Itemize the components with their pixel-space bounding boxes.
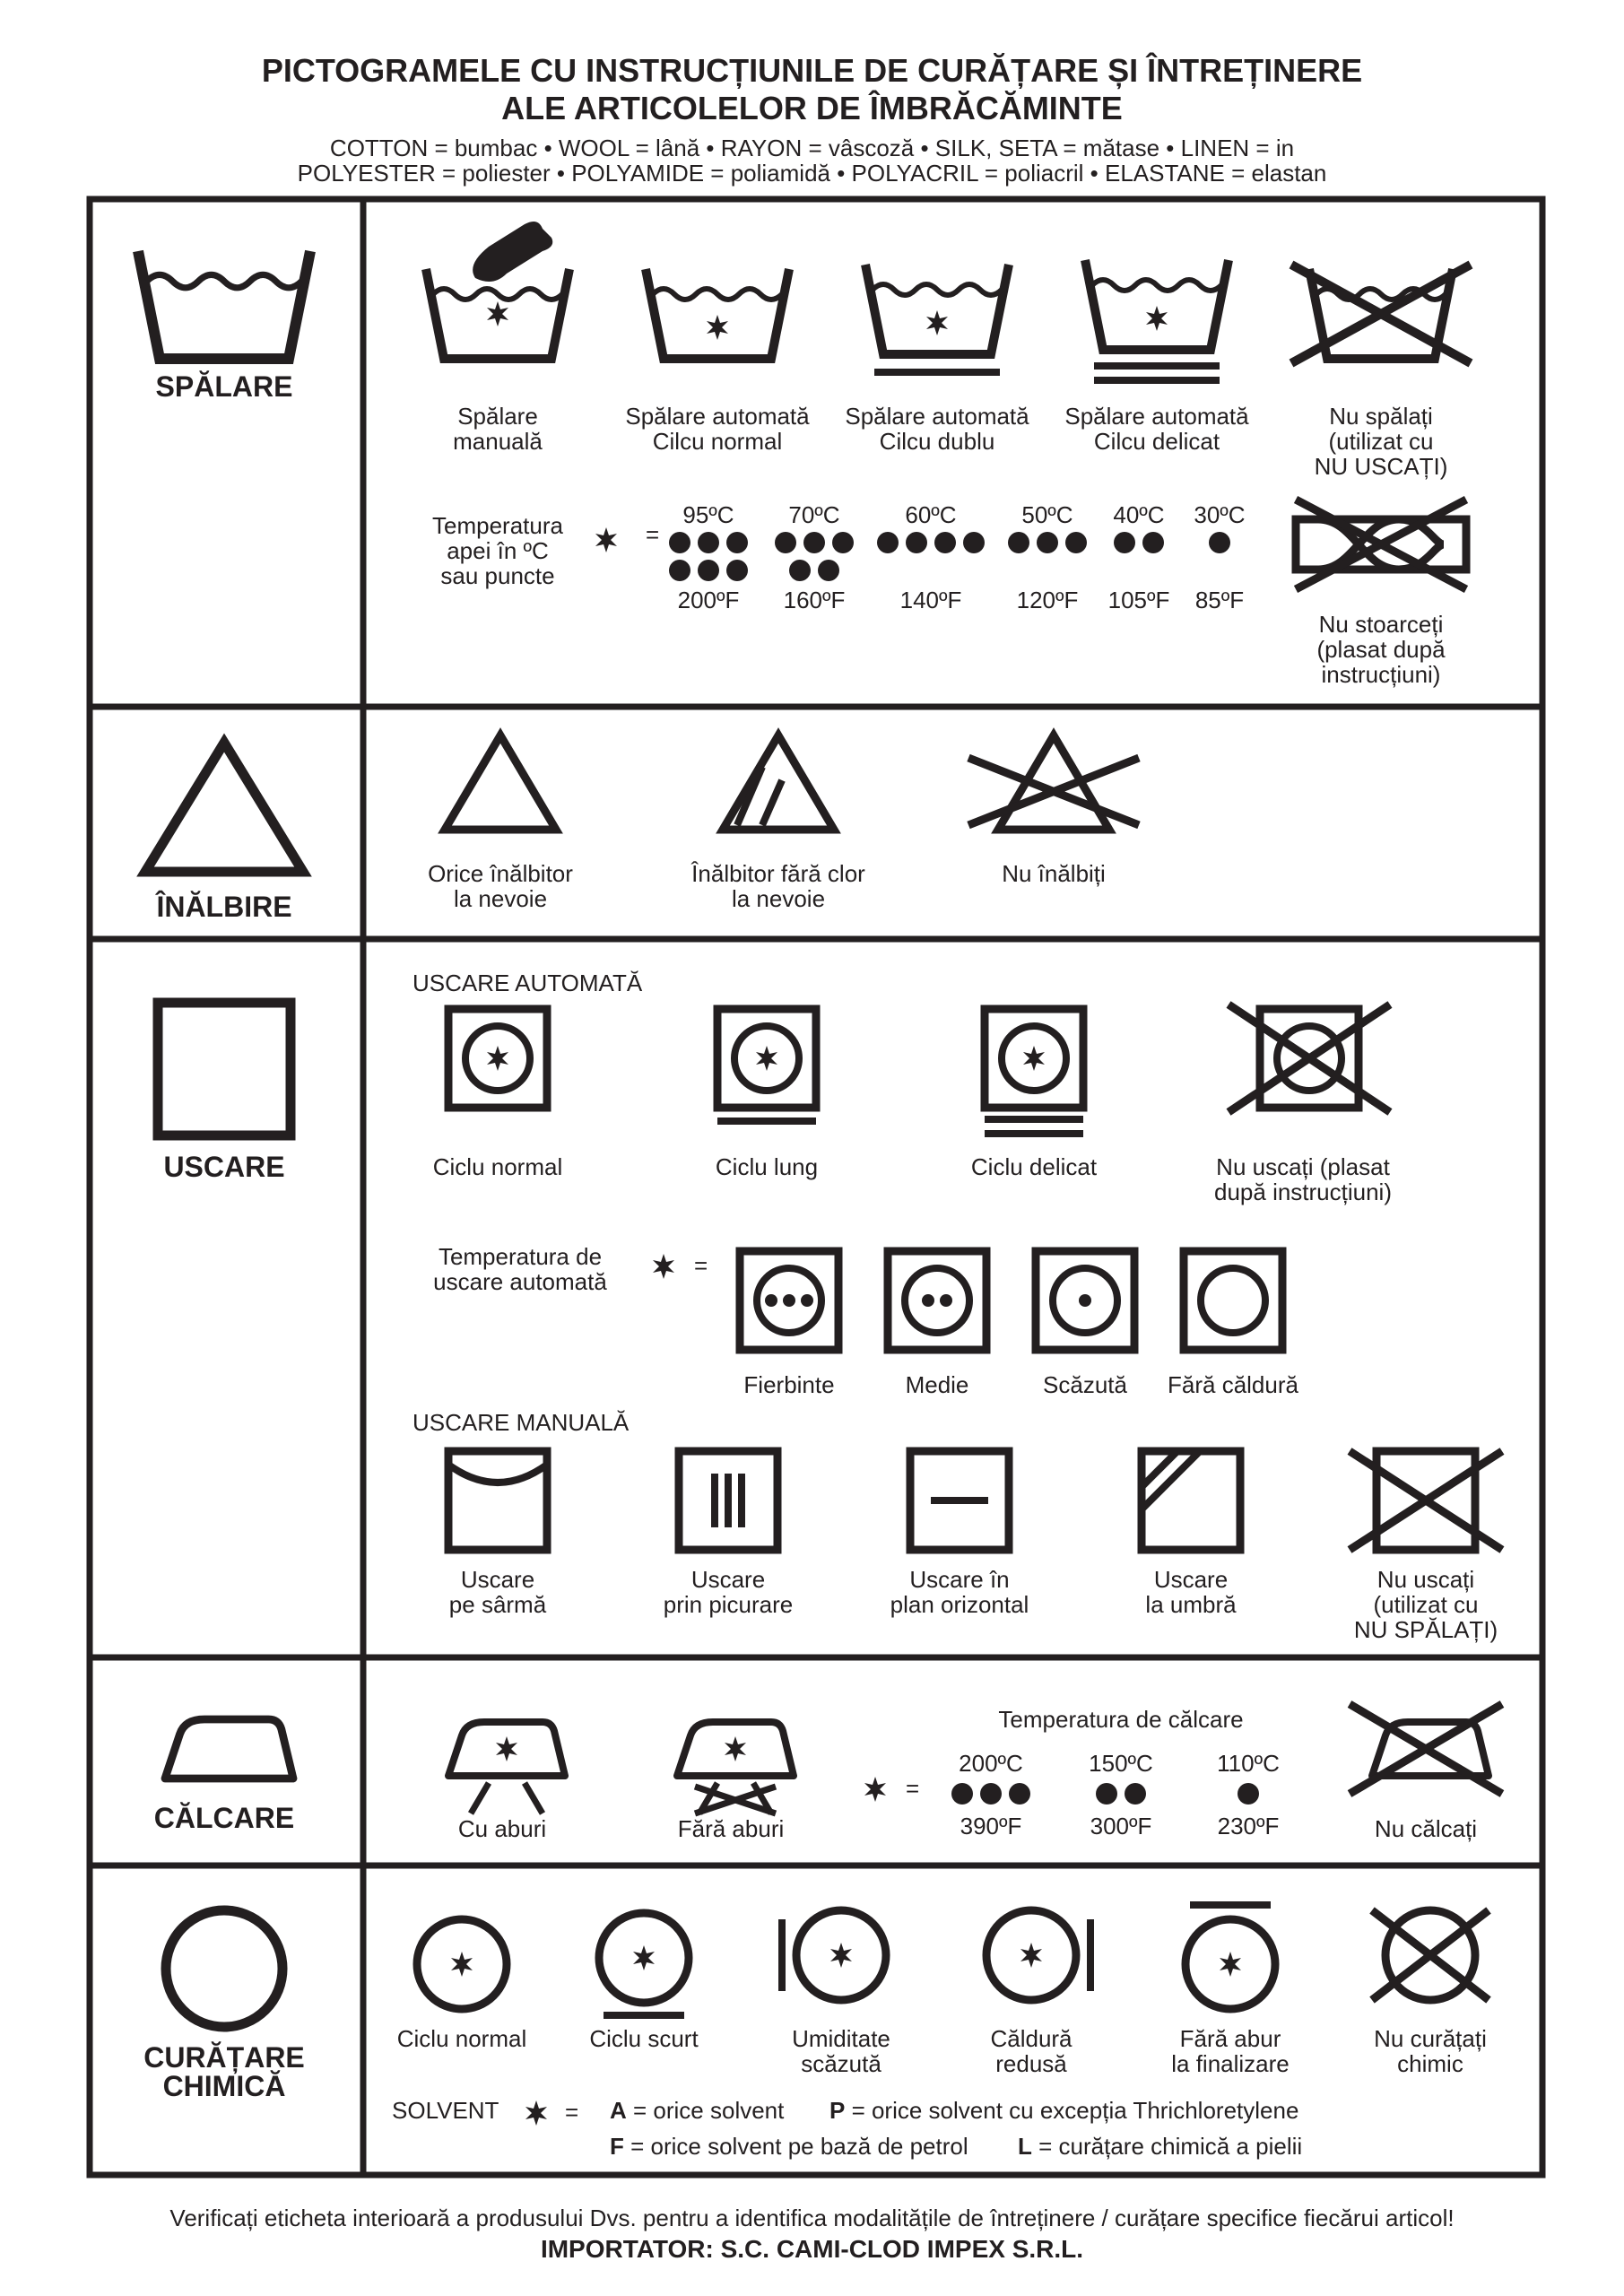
do-not-dry-clean-icon <box>1372 1910 1489 2000</box>
temperature-dot <box>801 1294 813 1307</box>
temp-star-icon <box>864 1777 886 1802</box>
drum-circle <box>905 1268 969 1333</box>
wash-label: Cilcu dublu <box>879 428 995 455</box>
tumble-dry-long-icon <box>717 1009 816 1121</box>
bleach-label: la nevoie <box>453 885 548 912</box>
page-title-line2: ALE ARTICOLELOR DE ÎMBRĂCĂMINTE <box>501 90 1123 126</box>
dry-temp-label: Fierbinte <box>743 1371 835 1398</box>
temperature-dot <box>1009 1783 1030 1805</box>
temperature-dot <box>1209 532 1230 553</box>
hand-wash-icon <box>426 222 569 359</box>
temperature-dot <box>775 532 796 553</box>
solvent-code: P <box>829 2097 846 2124</box>
tumble-dry-delicate-icon <box>985 1009 1083 1134</box>
temperature-dot <box>698 532 719 553</box>
iron-main-icon <box>165 1719 293 1779</box>
wash-temp-item <box>775 501 854 613</box>
do-not-wring-icon <box>1296 500 1466 589</box>
temperature-dot <box>934 532 956 553</box>
temperature-dot <box>783 1294 795 1307</box>
solvent-item <box>610 2133 968 2160</box>
manual-dry-label: plan orizontal <box>890 1591 1029 1618</box>
temperature-dot <box>726 560 748 581</box>
dry-clean-label: chimic <box>1397 2050 1463 2077</box>
temp-celsius: 150ºC <box>1089 1750 1153 1777</box>
section-name-spalare: SPĂLARE <box>155 370 293 403</box>
dry-main-icon <box>158 1003 291 1135</box>
dry-clean-label: la finalizare <box>1171 2050 1290 2077</box>
temp-fahrenheit: 85ºF <box>1194 587 1245 613</box>
solvent-label: SOLVENT <box>392 2097 499 2124</box>
temp-star-icon <box>595 527 617 552</box>
dry-clean-no-steam-icon <box>1185 1905 1275 2009</box>
temp-star-icon <box>653 1254 674 1279</box>
dry-clean-normal-icon <box>417 1919 507 2009</box>
line-dry-icon <box>448 1451 547 1550</box>
temperature-dot <box>765 1294 777 1307</box>
manual-dry-label: Nu uscați <box>1376 1566 1475 1593</box>
temp-celsius: 50ºC <box>1021 501 1073 528</box>
temperature-dot <box>1114 532 1135 553</box>
temperature-dot <box>1238 1783 1259 1805</box>
wash-temp-item <box>1008 501 1087 613</box>
dry-clean-label: redusă <box>995 2050 1067 2077</box>
section-name-chimica-l2: CHIMICĂ <box>162 2070 286 2102</box>
wash-temp-item <box>1108 501 1170 613</box>
manual-dry-label: NU SPĂLAȚI) <box>1353 1616 1498 1643</box>
dry-clean-main-icon <box>166 1910 282 2027</box>
wash-label: (utilizat cu <box>1328 428 1434 455</box>
section-name-inalbire: ÎNĂLBIRE <box>156 891 292 923</box>
iron-temp-item <box>951 1750 1030 1839</box>
solvent-item <box>1018 2133 1302 2160</box>
equals-sign: = <box>565 2099 579 2126</box>
non-chlorine-bleach-icon <box>723 735 834 830</box>
temp-fahrenheit: 300ºF <box>1090 1813 1152 1839</box>
wash-label: Cilcu normal <box>652 428 783 455</box>
temp-fahrenheit: 230ºF <box>1217 1813 1280 1839</box>
wring-label: instrucțiuni) <box>1321 661 1441 688</box>
auto-dry-title: USCARE AUTOMATĂ <box>413 970 643 996</box>
temperature-dot <box>789 560 811 581</box>
solvent-code: F <box>610 2133 624 2160</box>
temperature-dot <box>1008 532 1029 553</box>
wash-temp-label: apei în ºC <box>447 537 549 564</box>
section-inalbire <box>145 735 1139 923</box>
wash-label: manuală <box>453 428 543 455</box>
manual-dry-label: Uscare <box>460 1566 535 1593</box>
solvent-code: A <box>610 2097 627 2124</box>
temperature-dot <box>818 560 839 581</box>
temperature-dot <box>698 560 719 581</box>
temp-celsius: 70ºC <box>788 501 840 528</box>
temperature-dot <box>1096 1783 1117 1805</box>
dry-label: Ciclu lung <box>715 1153 819 1180</box>
equals-sign: = <box>906 1775 920 1802</box>
temp-celsius: 200ºC <box>959 1750 1023 1777</box>
dry-temp-label: Scăzută <box>1043 1371 1127 1398</box>
machine-wash-double-icon <box>865 265 1009 372</box>
iron-label: Fără aburi <box>677 1815 785 1842</box>
equals-sign: = <box>646 521 660 548</box>
wash-temp-item <box>1194 501 1245 613</box>
wash-temp-label: sau puncte <box>440 562 555 589</box>
manual-dry-label: la umbră <box>1145 1591 1237 1618</box>
do-not-dry-icon <box>1350 1451 1502 1550</box>
bleach-label: Înălbitor fără clor <box>691 860 865 887</box>
section-chimica <box>143 1905 1489 2160</box>
bleach-label: Orice înălbitor <box>428 860 573 887</box>
manual-dry-label: (utilizat cu <box>1373 1591 1479 1618</box>
tumble-dry-normal-icon <box>448 1009 547 1108</box>
footer-importer: IMPORTATOR: S.C. CAMI-CLOD IMPEX S.R.L. <box>540 2235 1084 2263</box>
solvent-desc: = orice solvent pe bază de petrol <box>623 2133 968 2160</box>
wash-temp-label: Temperatura <box>432 512 563 539</box>
solvent-desc: = orice solvent <box>626 2097 785 2124</box>
manual-dry-title: USCARE MANUALĂ <box>413 1409 630 1436</box>
dry-clean-label: Ciclu scurt <box>589 2025 699 2052</box>
do-not-bleach-icon <box>968 735 1139 830</box>
temp-fahrenheit: 160ºF <box>783 587 846 613</box>
temp-celsius: 110ºC <box>1217 1750 1280 1777</box>
dry-clean-short-icon <box>599 1913 689 2015</box>
temp-fahrenheit: 120ºF <box>1016 587 1079 613</box>
wash-label: Spălare automată <box>845 403 1029 430</box>
temperature-dot <box>963 532 985 553</box>
dry-temp-item <box>740 1251 838 1398</box>
solvent-item <box>829 2097 1298 2124</box>
dry-in-shade-icon <box>1142 1451 1240 1550</box>
manual-dry-label: pe sârmă <box>448 1591 547 1618</box>
wash-temperature-scale <box>669 501 1246 613</box>
temp-celsius: 30ºC <box>1194 501 1246 528</box>
manual-dry-label: Uscare <box>690 1566 766 1593</box>
fabric-glossary-line1: COTTON = bumbac • WOOL = lână • RAYON = vâscoză • SILK, SETA = mătase • LINEN = in <box>329 135 1295 161</box>
dry-clean-reduced-heat-icon <box>986 1910 1090 2000</box>
dry-temp-label: Medie <box>905 1371 969 1398</box>
dry-clean-label: Ciclu normal <box>396 2025 527 2052</box>
wash-label: Cilcu delicat <box>1093 428 1220 455</box>
solvent-desc: = curățare chimică a pielii <box>1031 2133 1303 2160</box>
dry-clean-label: Nu curățați <box>1374 2025 1487 2052</box>
temp-fahrenheit: 200ºF <box>677 587 740 613</box>
page-title-line1: PICTOGRAMELE CU INSTRUCȚIUNILE DE CURĂȚARE ȘI ÎNTREȚINERE <box>261 52 1363 89</box>
section-spalare <box>138 222 1471 688</box>
do-not-iron-icon <box>1350 1704 1502 1794</box>
section-name-calcare: CĂLCARE <box>153 1802 295 1834</box>
temp-fahrenheit: 105ºF <box>1107 587 1170 613</box>
dry-temp-label: Temperatura de <box>438 1243 603 1270</box>
dry-label: Nu uscați (plasat <box>1216 1153 1390 1180</box>
temp-fahrenheit: 390ºF <box>960 1813 1022 1839</box>
temp-fahrenheit: 140ºF <box>899 587 962 613</box>
temperature-dot <box>669 532 690 553</box>
wash-label: Spălare automată <box>1064 403 1249 430</box>
machine-wash-normal-icon <box>646 269 789 359</box>
bleach-label: Nu înălbiți <box>1002 860 1106 887</box>
do-not-wash-icon <box>1291 265 1471 363</box>
wash-main-icon <box>138 251 310 359</box>
fabric-glossary-line2: POLYESTER = poliester • POLYAMIDE = poliamidă • POLYACRIL = poliacril • ELASTANE = elastan <box>297 160 1327 187</box>
section-uscare <box>158 970 1502 1643</box>
dry-label: Ciclu delicat <box>970 1153 1098 1180</box>
iron-label: Nu călcați <box>1374 1815 1478 1842</box>
dry-clean-label: Umiditate <box>792 2025 890 2052</box>
temperature-dot <box>1079 1294 1091 1307</box>
dry-temp-item <box>888 1251 986 1398</box>
temp-celsius: 95ºC <box>682 501 734 528</box>
wash-temp-item <box>877 501 985 613</box>
steam-iron-icon <box>448 1722 565 1813</box>
temperature-dot <box>906 532 927 553</box>
drip-dry-icon <box>679 1451 777 1550</box>
dry-clean-label: Fără abur <box>1179 2025 1281 2052</box>
section-calcare <box>154 1704 1502 1842</box>
wring-label: (plasat după <box>1316 636 1446 663</box>
manual-dry-label: Uscare <box>1153 1566 1229 1593</box>
wring-label: Nu stoarceți <box>1318 611 1444 638</box>
solvent-desc: = orice solvent cu excepția Thrichloretylene <box>845 2097 1299 2124</box>
temperature-dot <box>877 532 899 553</box>
wash-label: Spălare <box>457 403 538 430</box>
solvent-code: L <box>1018 2133 1032 2160</box>
section-name-chimica-l1: CURĂȚARE <box>143 2041 305 2074</box>
temperature-dot <box>1065 532 1087 553</box>
iron-temp-item <box>1217 1750 1280 1839</box>
iron-temperature-scale <box>951 1750 1280 1839</box>
no-steam-iron-icon <box>677 1722 794 1813</box>
temperature-dot <box>1037 532 1058 553</box>
temperature-dot <box>832 532 854 553</box>
dry-clean-low-moisture-icon <box>782 1910 886 2000</box>
iron-temp-title: Temperatura de călcare <box>998 1706 1244 1733</box>
dry-label: după instrucțiuni) <box>1214 1178 1392 1205</box>
temp-celsius: 40ºC <box>1113 501 1165 528</box>
iron-label: Cu aburi <box>457 1815 547 1842</box>
section-name-uscare: USCARE <box>163 1151 285 1183</box>
do-not-tumble-dry-icon <box>1229 1004 1390 1112</box>
temperature-dot <box>1125 1783 1146 1805</box>
dry-temperature-scale <box>740 1251 1299 1398</box>
dry-temp-item <box>1168 1251 1298 1398</box>
dry-label: Ciclu normal <box>432 1153 563 1180</box>
wash-label: Nu spălați <box>1329 403 1433 430</box>
drum-circle <box>1201 1268 1265 1333</box>
wash-label: NU USCAȚI) <box>1314 453 1448 480</box>
wash-label: Spălare automată <box>625 403 810 430</box>
temperature-dot <box>940 1294 952 1307</box>
dry-clean-label: Căldură <box>990 2025 1073 2052</box>
machine-wash-delicate-icon <box>1085 260 1229 380</box>
any-bleach-icon <box>445 735 556 830</box>
temperature-dot <box>980 1783 1002 1805</box>
bleach-label: la nevoie <box>731 885 826 912</box>
equals-sign: = <box>694 1252 708 1279</box>
footer-note: Verificați eticheta interioară a produsului Dvs. pentru a identifica modalitățile de întreținere / curățare specifice fiecărui articol! <box>169 2205 1455 2231</box>
temperature-dot <box>951 1783 973 1805</box>
manual-dry-label: Uscare în <box>909 1566 1010 1593</box>
wash-temp-item <box>669 501 748 613</box>
solvent-star-icon <box>525 2100 547 2126</box>
manual-dry-label: prin picurare <box>663 1591 794 1618</box>
dry-clean-label: scăzută <box>801 2050 881 2077</box>
solvent-item <box>610 2097 785 2124</box>
temp-celsius: 60ºC <box>905 501 957 528</box>
dry-temp-item <box>1036 1251 1134 1398</box>
temperature-dot <box>669 560 690 581</box>
bleach-main-icon <box>145 743 303 872</box>
temperature-dot <box>803 532 825 553</box>
temperature-dot <box>726 532 748 553</box>
iron-temp-item <box>1089 1750 1153 1839</box>
dry-temp-label: Fără căldură <box>1168 1371 1298 1398</box>
dry-flat-icon <box>910 1451 1009 1550</box>
dry-temp-label: uscare automată <box>433 1268 607 1295</box>
temperature-dot <box>922 1294 934 1307</box>
temperature-dot <box>1142 532 1164 553</box>
